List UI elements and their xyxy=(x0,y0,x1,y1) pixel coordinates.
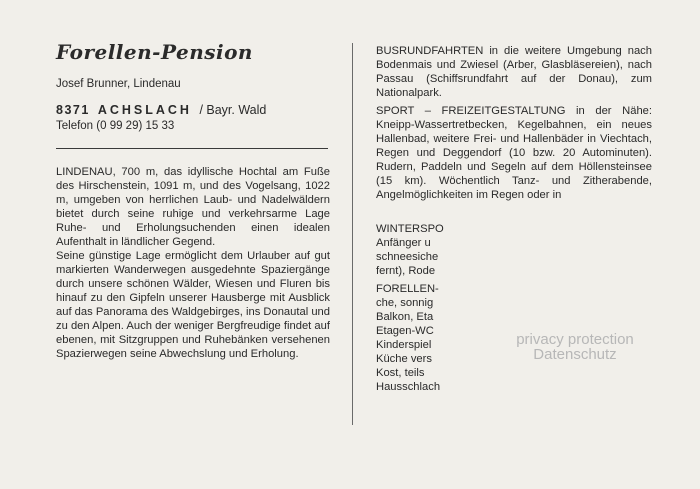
winter-line: schneesiche xyxy=(376,251,439,263)
region-name: / Bayr. Wald xyxy=(199,103,267,117)
winter-sport-section xyxy=(376,222,454,278)
forellen-line: Küche vers xyxy=(376,353,432,365)
left-column xyxy=(56,165,330,361)
location-paragraph: Seine günstige Lage ermöglicht dem Urlauber auf gut markierten Wanderwegen ausgedehnte Spaziergänge durch unsere schönen Wälder, Wiesen und Fluren bis hinauf zu den Gipfeln unserer Hausberge mit Ausblick auf das Panorama des Waldgebirges, ins Donautal und zu den Alpen. Auch der weniger Bergfreudige findet auf ebenen, mit Sitzgruppen und Ruhebänken versehenen Spazierwegen seine Abwechslung und Erholung. xyxy=(56,250,330,360)
bus-tours-paragraph: BUSRUNDFAHRTEN in die weitere Umgebung nach Bodenmais und Zwiesel (Arber, Glasbläsereien), nach Passau (Schiffsrundfahrt auf der Donau), zum Nationalpark. xyxy=(376,45,652,99)
winter-line: WINTERSPO xyxy=(376,223,444,235)
watermark-line: privacy protection xyxy=(516,331,634,348)
sport-section xyxy=(376,104,652,222)
phone-number: Telefon (0 99 29) 15 33 xyxy=(56,120,175,132)
lindenau-paragraph: LINDENAU, 700 m, das idyllische Hochtal am Fuße des Hirschenstein, 1091 m, und des Vogelsang, 1022 m, umgeben von herrlichen Laub- und Nadelwäldern bietet durch seine ruhige und verkehrsarme Lage Ruhe- und Erholungsuchenden einen idealen Aufenthalt in ländlicher Gegend. xyxy=(56,166,330,248)
forellen-section xyxy=(376,282,454,397)
privacy-mask xyxy=(456,224,700,424)
sport-paragraph: SPORT – FREIZEITGESTALTUNG in der Nähe: Kneipp-Wassertretbecken, Kegelbahnen, ein neues Hallenbad, weitere Frei- und Hallenbäder in Viechtach, Regen und Deggendorf (10 bzw. 20 Autominuten). Rudern, Paddeln und Segeln auf dem Höllensteinsee (15 km). Wöchentlich Tanz- und Zitherabende, Angelmöglichkeiten im Regen oder in xyxy=(376,105,652,201)
forellen-line: FORELLEN- xyxy=(376,283,439,295)
forellen-line: Etagen-WC xyxy=(376,325,434,337)
column-divider xyxy=(352,43,353,425)
address-line xyxy=(56,103,266,117)
privacy-watermark xyxy=(500,332,650,362)
watermark-line: Datenschutz xyxy=(533,346,617,363)
forellen-line: Kinderspiel xyxy=(376,339,432,351)
forellen-line: Balkon, Eta xyxy=(376,311,434,323)
winter-line: fernt), Rode xyxy=(376,265,436,277)
forellen-line: che, sonnig xyxy=(376,297,434,309)
forellen-line: Kost, teils xyxy=(376,367,425,379)
owner-name: Josef Brunner, Lindenau xyxy=(56,78,181,90)
winter-line: Anfänger u xyxy=(376,237,431,249)
forellen-line: Hausschlach xyxy=(376,381,441,393)
city-name: ACHSLACH xyxy=(97,103,192,117)
header-divider xyxy=(56,148,328,149)
pension-logo: Forellen-Pension xyxy=(56,40,253,64)
postal-code: 8371 xyxy=(56,103,90,117)
